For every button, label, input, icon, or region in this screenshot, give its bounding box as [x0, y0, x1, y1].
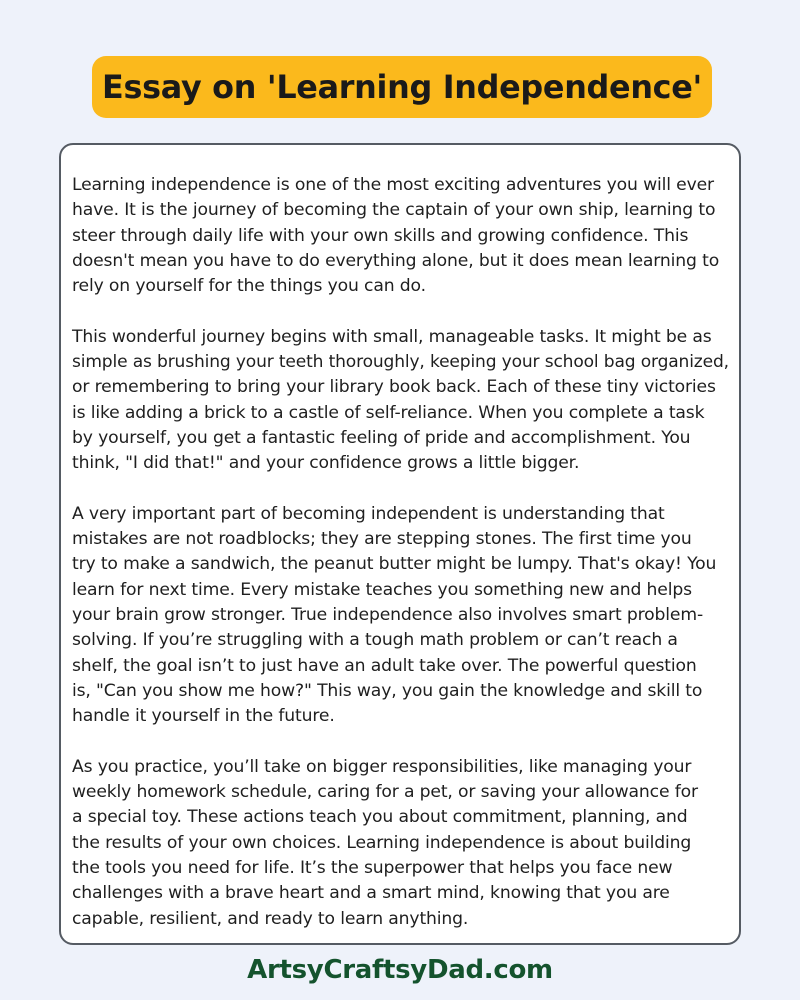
paragraph-2 — [72, 325, 729, 477]
paragraph-line: a special toy. These actions teach you about commitment, planning, and — [72, 807, 688, 828]
paragraph-line: A very important part of becoming independent is understanding that — [72, 503, 665, 524]
paragraph-line: steer through daily life with your own skills and growing confidence. This — [72, 225, 689, 246]
paragraph-line: capable, resilient, and ready to learn anything. — [72, 908, 469, 929]
paragraph-line: your brain grow stronger. True independence also involves smart problem- — [72, 605, 703, 626]
paragraph-line: Learning independence is one of the most exciting adventures you will ever — [72, 175, 714, 195]
paragraph-line: weekly homework schedule, caring for a pet, or saving your allowance for — [72, 782, 698, 803]
paragraph-line: have. It is the journey of becoming the captain of your own ship, learning to — [72, 200, 716, 221]
paragraph-3 — [72, 502, 729, 730]
paragraph-line: As you practice, you’ll take on bigger responsibilities, like managing your — [72, 756, 692, 777]
paragraph-line: learn for next time. Every mistake teaches you something new and helps — [72, 579, 692, 600]
paragraph-4 — [72, 755, 729, 932]
paragraph-1 — [72, 173, 729, 299]
paragraph-line: solving. If you’re struggling with a tough math problem or can’t reach a — [72, 630, 678, 651]
paragraph-line: mistakes are not roadblocks; they are stepping stones. The first time you — [72, 529, 692, 550]
paragraph-line: rely on yourself for the things you can do. — [72, 276, 426, 297]
paragraph-line: is like adding a brick to a castle of self-reliance. When you complete a task — [72, 402, 705, 423]
paragraph-line: by yourself, you get a fantastic feeling of pride and accomplishment. You — [72, 427, 691, 448]
paragraph-line: handle it yourself in the future. — [72, 706, 335, 727]
paragraph-line: This wonderful journey begins with small, manageable tasks. It might be as — [72, 326, 712, 347]
footer-website: ArtsyCraftsyDad.com — [247, 955, 553, 985]
paragraph-line: challenges with a brave heart and a smart mind, knowing that you are — [72, 883, 670, 904]
paragraph-line: the results of your own choices. Learning independence is about building — [72, 832, 692, 853]
essay-card — [59, 143, 741, 945]
paragraph-line: or remembering to bring your library book back. Each of these tiny victories — [72, 377, 716, 398]
paragraph-line: try to make a sandwich, the peanut butter might be lumpy. That's okay! You — [72, 554, 717, 575]
paragraph-line: doesn't mean you have to do everything alone, but it does mean learning to — [72, 250, 720, 271]
paragraph-line: the tools you need for life. It’s the superpower that helps you face new — [72, 858, 673, 879]
paragraph-line: think, "I did that!" and your confidence grows a little bigger. — [72, 453, 580, 474]
paragraph-line: shelf, the goal isn’t to just have an adult take over. The powerful question — [72, 655, 697, 676]
essay-title: Essay on 'Learning Independence' — [102, 68, 702, 106]
paragraph-line: is, "Can you show me how?" This way, you gain the knowledge and skill to — [72, 680, 703, 701]
paragraph-line: simple as brushing your teeth thoroughly, keeping your school bag organized, — [72, 352, 729, 373]
title-banner — [92, 56, 712, 118]
